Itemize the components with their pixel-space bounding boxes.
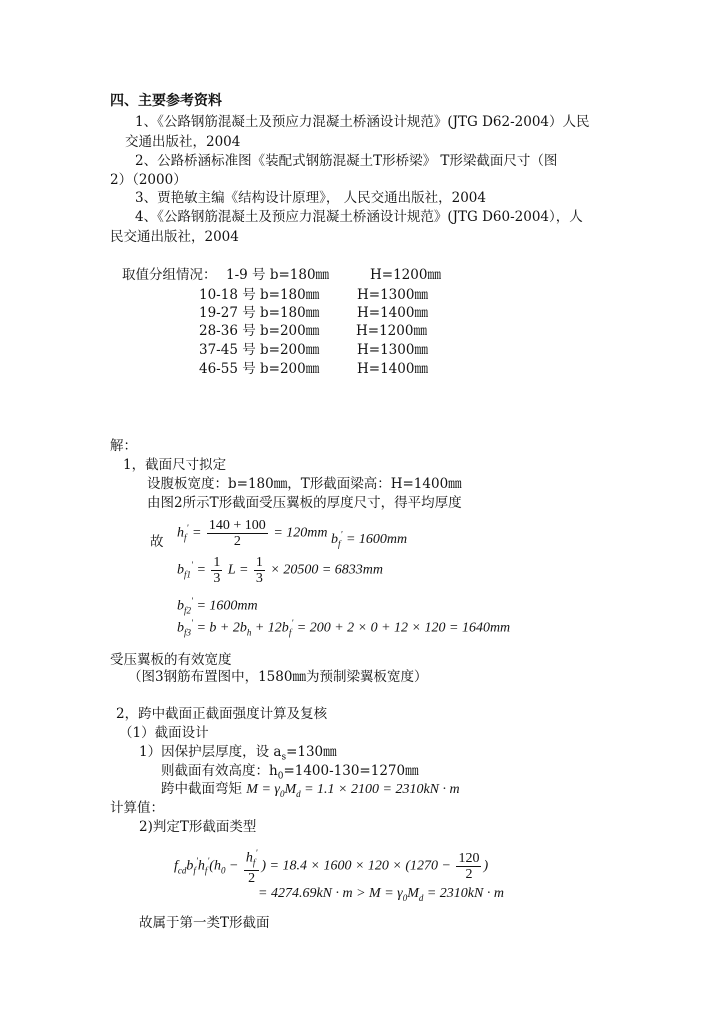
effective-width-label: 受压翼板的有效宽度 xyxy=(110,652,232,668)
cover-thickness-text: 1）因保护层厚度，设 $a_s=130㎜$ xyxy=(139,744,337,763)
group-range: 37-45 号 b=200㎜ xyxy=(199,342,320,358)
equation-bf2: $b_{f2}' = 1600mm$ xyxy=(177,596,258,616)
group-range: 1-9 号 b=180㎜ xyxy=(226,267,330,283)
equation-bf3: $b_{f3}' = b + 2b_h + 12b_f' = 200 + 2 \times 0 + 12 \times 120 = 1640mm$ xyxy=(177,618,511,638)
reference-4-line-2: 民交通出版社，2004 xyxy=(110,229,239,245)
group-range: 19-27 号 b=180㎜ xyxy=(199,305,320,321)
group-height: H=1300㎜ xyxy=(357,342,428,358)
reference-2-line-1: 2、公路桥涵标准图《装配式钢筋混凝土T形桥梁》 T形梁截面尺寸（图 xyxy=(135,153,558,169)
reference-3: 3、贾艳敏主编《结构设计原理》， 人民交通出版社，2004 xyxy=(135,190,486,206)
groups-label: 取值分组情况： xyxy=(122,267,217,283)
group-range: 10-18 号 b=180㎜ xyxy=(199,287,320,303)
group-height: H=1300㎜ xyxy=(357,287,428,303)
group-height: H=1400㎜ xyxy=(357,361,428,377)
reference-4-line-1: 4、《公路钢筋混凝土及预应力混凝土桥涵设计规范》(JTG D60-2004），人 xyxy=(135,209,583,225)
effective-height-text: 则截面有效高度：$h_0=1400-130=1270㎜$ xyxy=(161,763,419,782)
mid-span-moment-text: 跨中截面弯矩 $M = \gamma_0M_d = 1.1 \times 2100 = 2310kN \cdot m$ xyxy=(161,781,460,799)
section-design-heading: （1）截面设计 xyxy=(119,725,209,741)
step-1-heading: 1，截面尺寸拟定 xyxy=(123,457,227,473)
equation-type-check-result: = $4274.69kN \cdot m > M = \gamma_0M_d = 2310kN \cdot m$ xyxy=(258,886,504,903)
solution-label: 解： xyxy=(110,438,137,454)
equation-hf: $h_f'$ = $\frac{140 + 100}{2}$ = 120mm $b_f' = 1600mm$ xyxy=(177,518,408,549)
group-height: H=1400㎜ xyxy=(357,305,428,321)
therefore-label: 故 xyxy=(150,534,164,550)
group-range: 46-55 号 b=200㎜ xyxy=(199,361,320,377)
reference-1-line-2: 交通出版社，2004 xyxy=(125,134,241,150)
t-section-type-heading: 2)判定T形截面类型 xyxy=(139,819,257,835)
web-width-text: 设腹板宽度：b=180㎜，T形截面梁高：H=1400㎜ xyxy=(147,476,462,492)
section-heading: 四、主要参考资料 xyxy=(110,93,222,109)
reference-1-line-1: 1、《公路钢筋混凝土及预应力混凝土桥涵设计规范》(JTG D62-2004）人民 xyxy=(135,114,590,130)
conclusion-text: 故属于第一类T形截面 xyxy=(139,915,270,931)
group-height: H=1200㎜ xyxy=(356,323,427,339)
group-height: H=1200㎜ xyxy=(370,267,441,283)
group-range: 28-36 号 b=200㎜ xyxy=(199,323,320,339)
equation-type-check: $f_{cd}b_f'h_f'(h_0$ − $\frac{h_f'}{2}$ ) = 18.4 × 1600 × 120 × (1270 − $\frac{120}{2}$ ) xyxy=(174,848,489,887)
flange-note: 由图2所示T形截面受压翼板的厚度尺寸，得平均厚度 xyxy=(147,495,462,511)
figure-3-note: （图3钢筋布置图中，1580㎜为预制梁翼板宽度） xyxy=(128,669,428,685)
equation-bf1: $b_{f1}'$ = $\frac{1}{3}$ L = $\frac{1}{3}$ × 20500 = 6833mm xyxy=(177,555,384,586)
calc-value-label: 计算值： xyxy=(110,800,164,816)
step-2-heading: 2，跨中截面正截面强度计算及复核 xyxy=(116,706,328,722)
reference-2-line-2: 2）（2000） xyxy=(110,172,187,188)
